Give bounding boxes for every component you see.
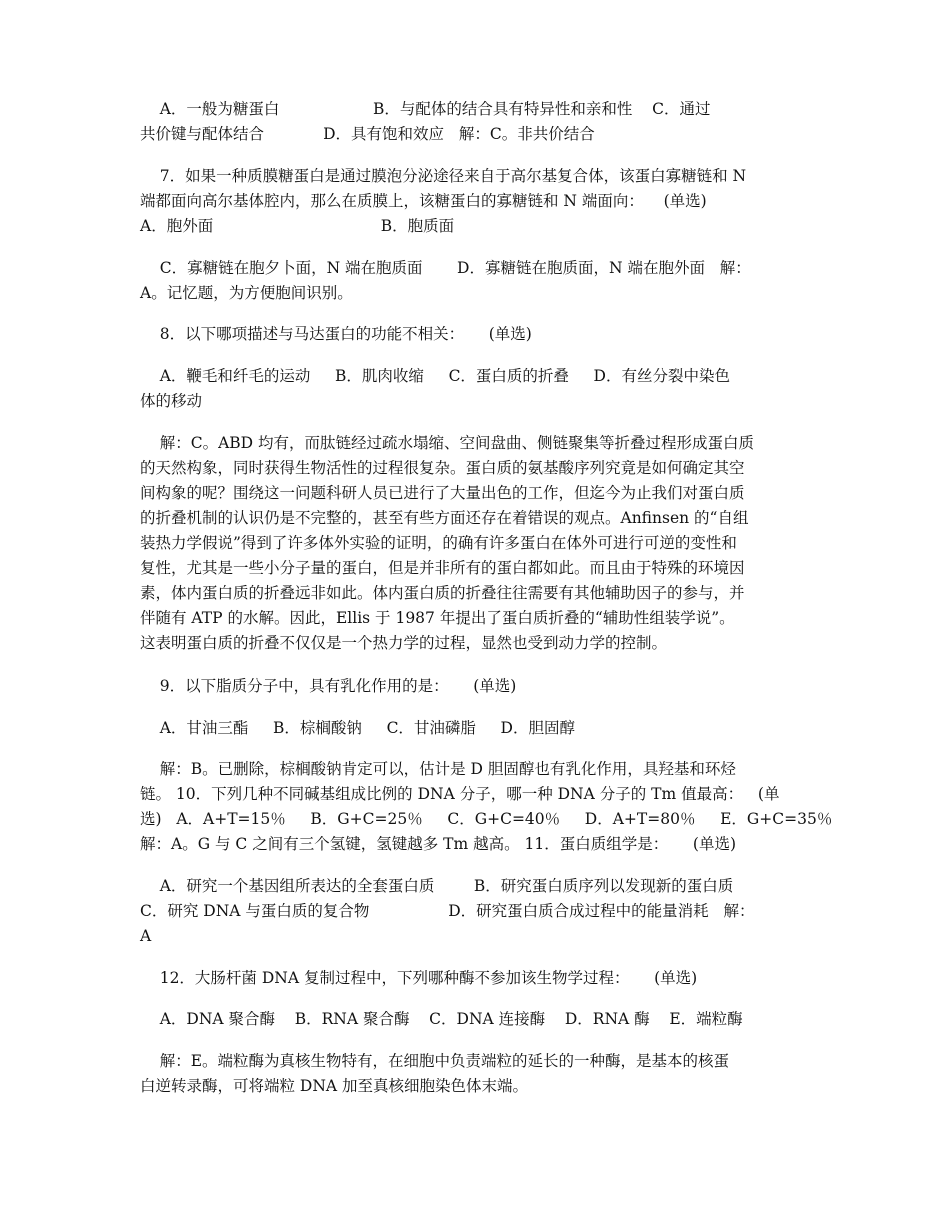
text-line: 体的移动 — [140, 392, 203, 410]
text-line: 装热力学假说”得到了许多体外实验的证明，的确有许多蛋白在体外可进行可逆的变性和 — [140, 534, 737, 552]
text-line: A．一般为糖蛋白 B．与配体的结合具有特异性和亲和性 C．通过 — [140, 100, 711, 118]
text-line: 解：A。G 与 C 之间有三个氢键，氢键越多 Tm 越高。 11．蛋白质组学是： (单选) — [140, 835, 736, 853]
text-line: A．DNA 聚合酶 B．RNA 聚合酶 C．DNA 连接酶 D．RNA 酶 E．端粒酶 — [140, 1010, 743, 1028]
text-line: 12．大肠杆菌 DNA 复制过程中，下列哪种酶不参加该生物学过程： (单选) — [140, 969, 698, 987]
text-line: 间构象的呢？围绕这一问题科研人员已进行了大量出色的工作，但迄今为止我们对蛋白质 — [140, 484, 745, 502]
text-line: 解：C。ABD 均有，而肽链经过疏水塌缩、空间盘曲、侧链聚集等折叠过程形成蛋白质 — [140, 434, 755, 452]
text-line: A．胞外面 B．胞质面 — [140, 217, 455, 235]
text-line: 7．如果一种质膜糖蛋白是通过膜泡分泌途径来自于高尔基复合体，该蛋白寡糖链和 N — [140, 167, 747, 185]
text-line: 这表明蛋白质的折叠不仅仅是一个热力学的过程，显然也受到动力学的控制。 — [140, 634, 668, 652]
text-line: 白逆转录酶，可将端粒 DNA 加至真核细胞染色体末端。 — [140, 1077, 529, 1095]
text-line: 的折叠机制的认识仍是不完整的，甚至有些方面还存在着错误的观点。Anfinsen 的“自组 — [140, 509, 749, 527]
text-line: 伴随有 ATP 的水解。因此，Ellis 于 1987 年提出了蛋白质折叠的“辅助性组装学说”。 — [140, 609, 735, 627]
text-line: A — [140, 927, 152, 945]
text-line: 共价键与配体结合 D．具有饱和效应 解：C。非共价结合 — [140, 125, 595, 143]
text-line: A。记忆题，为方便胞间识别。 — [140, 284, 353, 302]
text-line: A．研究一个基因组所表达的全套蛋白质 B．研究蛋白质序列以发现新的蛋白质 — [140, 877, 734, 895]
text-line: 解：B。已删除，棕榈酸钠肯定可以，估计是 D 胆固醇也有乳化作用，具羟基和环烃 — [140, 760, 736, 778]
text-line: C．寡糖链在胞夕卜面，N 端在胞质面 D．寡糖链在胞质面，N 端在胞外面 解： — [140, 259, 751, 277]
text-line: 素，体内蛋白质的折叠远非如此。体内蛋白质的折叠往往需要有其他辅助因子的参与，并 — [140, 584, 745, 602]
text-line: C．研究 DNA 与蛋白质的复合物 D．研究蛋白质合成过程中的能量消耗 解： — [140, 902, 755, 920]
text-line: 8．以下哪项描述与马达蛋白的功能不相关： (单选) — [140, 325, 532, 343]
text-line: 9．以下脂质分子中，具有乳化作用的是： (单选) — [140, 677, 517, 695]
text-line: 解：E。端粒酶为真核生物特有，在细胞中负责端粒的延长的一种酶，是基本的核蛋 — [140, 1052, 730, 1070]
text-line: 选) A．A+T=15％ B．G+C=25％ C．G+C=40％ D．A+T=80％ E．G+C=35％ — [140, 810, 833, 828]
text-line: 链。 10．下列几种不同碱基组成比例的 DNA 分子，哪一种 DNA 分子的 Tm 值最高： (单 — [140, 785, 780, 803]
text-line: 复性，尤其是一些小分子量的蛋白，但是并非所有的蛋白都如此。而且由于特殊的环境因 — [140, 559, 745, 577]
text-line: 端都面向高尔基体腔内，那么在质膜上，该糖蛋白的寡糖链和 N 端面向： (单选) — [140, 192, 707, 210]
text-line: A．甘油三酯 B．棕榈酸钠 C．甘油磷脂 D．胆固醇 — [140, 719, 575, 737]
text-line: 的天然构象，同时获得生物活性的过程很复杂。蛋白质的氨基酸序列究竟是如何确定其空 — [140, 459, 745, 477]
text-line: A．鞭毛和纤毛的运动 B．肌肉收缩 C．蛋白质的折叠 D．有丝分裂中染色 — [140, 367, 730, 385]
